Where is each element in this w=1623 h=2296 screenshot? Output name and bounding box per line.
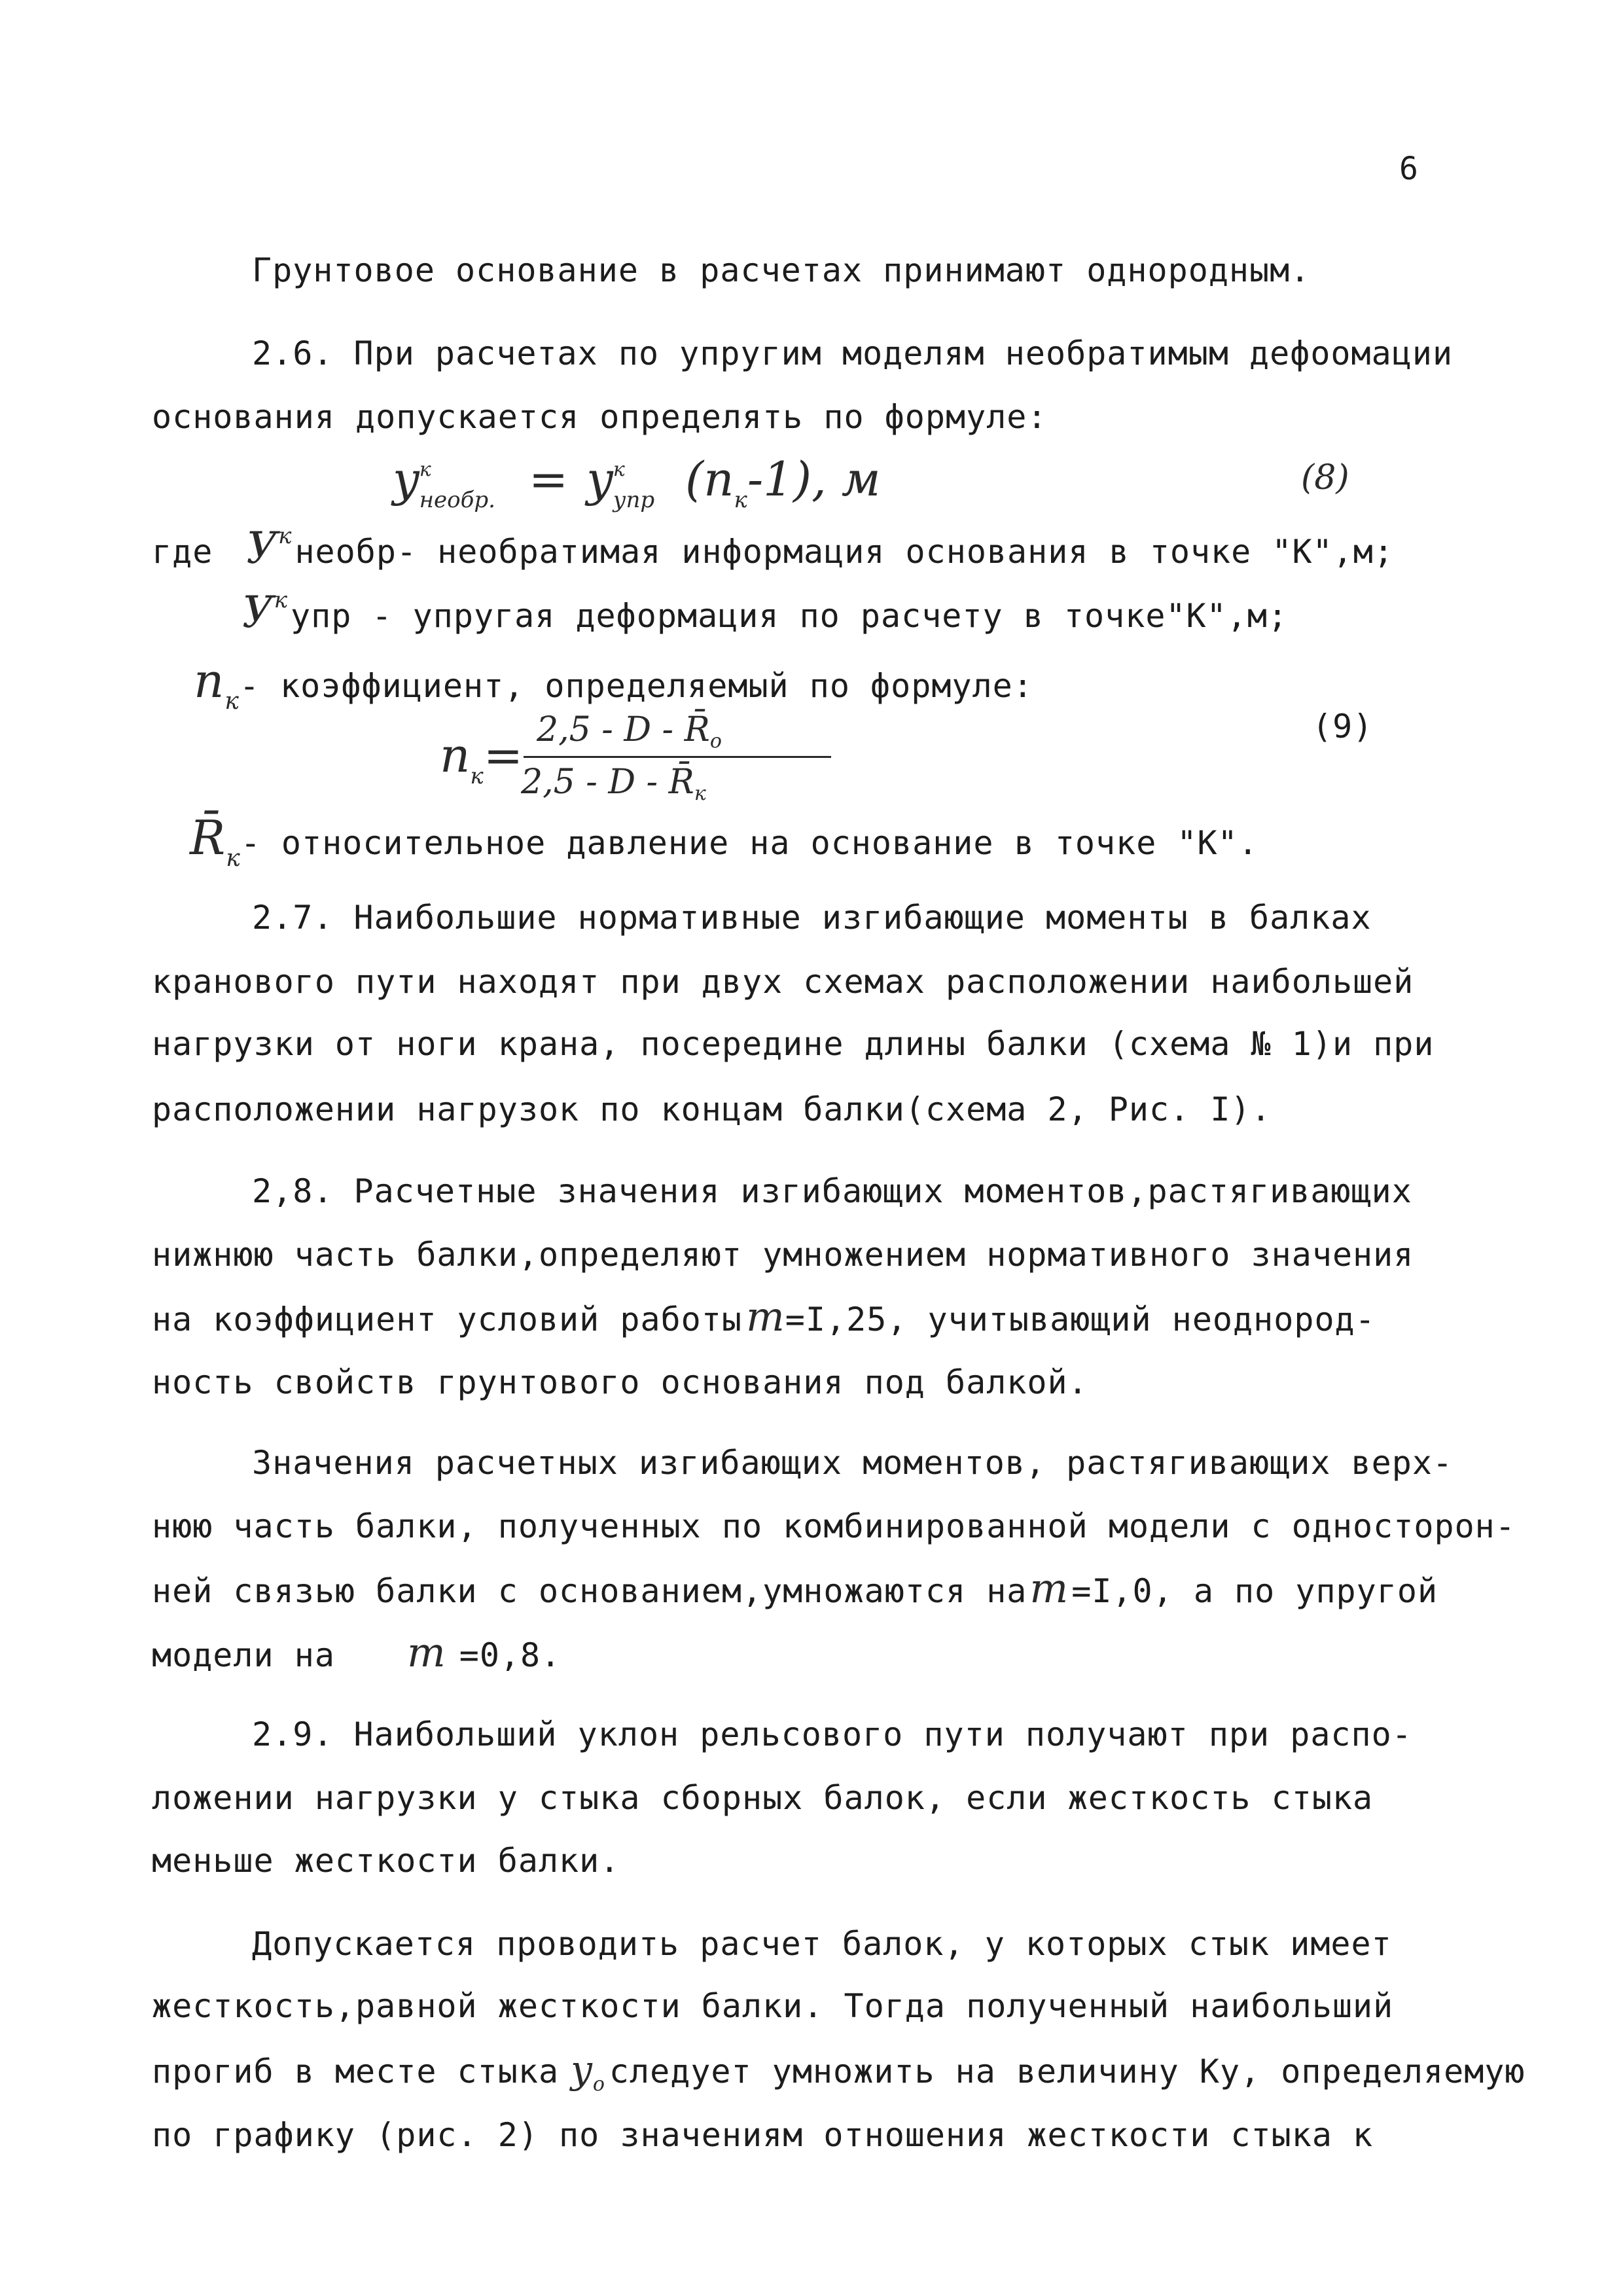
formula-8-lhs-sup: к: [419, 458, 431, 481]
formula-8-rhs-symbol: y: [586, 452, 613, 507]
formula-8-rhs-sup: к: [613, 458, 625, 481]
section-2-9-line-1: 2.9. Наибольший уклон рельсового пути получают при распо-: [252, 1715, 1412, 1753]
where-label: где: [152, 533, 213, 571]
formula-8-tail: (n: [685, 452, 734, 507]
formula-9-lhs: [440, 728, 524, 789]
formula-8-lhs-symbol: y: [393, 452, 419, 507]
section-2-9-line-3: меньше жесткости балки.: [152, 1842, 620, 1880]
where-4-sub: к: [226, 845, 241, 872]
where-2-text: упр - упругая деформация по расчету в точке"К",м;: [291, 597, 1289, 635]
formula-8-equals: =: [528, 452, 569, 507]
paragraph-2-9b-line-3: [152, 2047, 1525, 2096]
paragraph-2-8b-line-3-a: ней связью балки с основанием,умножаются на: [152, 1572, 1027, 1610]
section-2-7-line-2: кранового пути находят при двух схемах расположении наибольшей: [152, 963, 1414, 1001]
formula-9-numerator-text: 2,5 - D - R̄: [537, 710, 710, 749]
section-2-7-line-4: расположении нагрузок по концам балки(схема 2, Рис. I).: [152, 1090, 1272, 1128]
section-2-7-line-3: нагрузки от ноги крана, посередине длины балки (схема № 1)и при: [152, 1025, 1435, 1063]
paragraph-2-9b-line-2: жесткость,равной жесткости балки. Тогда полученный наибольший: [152, 1987, 1394, 2025]
paragraph-2-9b-line-4: по графику (рис. 2) по значениям отношения жесткости стыка к: [152, 2116, 1374, 2154]
where-1-symbol: У: [246, 523, 279, 573]
section-2-8-line-3-b: =I,25, учитывающий неоднород-: [785, 1300, 1376, 1338]
where-2-symbol: У: [242, 587, 274, 637]
formula-8: [393, 452, 881, 513]
y-symbol: y: [571, 2047, 593, 2092]
where-line-1: [152, 523, 1394, 575]
formula-8-rhs-sub: упр: [613, 487, 655, 513]
section-2-7-line-1: 2.7. Наибольшие нормативные изгибающие моменты в балках: [252, 899, 1372, 937]
paragraph-2-8b-line-1: Значения расчетных изгибающих моментов, растягивающих верх-: [252, 1444, 1454, 1482]
section-2-8-line-3: [152, 1293, 1376, 1340]
formula-9-denominator: [521, 762, 706, 805]
formula-9-equals: =: [483, 728, 524, 783]
m-symbol: m: [406, 1628, 446, 1676]
formula-9-lhs-symbol: n: [440, 728, 471, 783]
formula-8-tail-2: -1), м: [747, 452, 881, 507]
section-2-8-line-2: нижнюю часть балки,определяют умножением нормативного значения: [152, 1236, 1414, 1274]
fraction-bar: [524, 756, 831, 758]
m-symbol: m: [1029, 1564, 1069, 1612]
paragraph-2-9b-line-3-b: следует умножить на величину Ку, определяемую: [609, 2053, 1525, 2090]
formula-9-denominator-text: 2,5 - D - R̄: [521, 762, 694, 802]
section-2-9-line-2: ложении нагрузки у стыка сборных балок, если жесткость стыка: [152, 1779, 1374, 1817]
where-3-sub: к: [224, 688, 240, 715]
paragraph-2-9b-line-3-a: прогиб в месте стыка: [152, 2053, 560, 2090]
section-2-6-line-2: основания допускается определять по формуле:: [152, 398, 1048, 436]
where-1-sup: к: [278, 523, 293, 549]
section-2-8-line-4: ность свойств грунтового основания под балкой.: [152, 1363, 1088, 1401]
where-3-text: - коэффициент, определяемый по формуле:: [239, 667, 1033, 705]
paragraph-2-8b-line-3: [152, 1564, 1438, 1612]
formula-8-lhs-sub: необр.: [419, 487, 495, 513]
y-subscript: o: [592, 2073, 605, 2096]
formula-9-denominator-sub: к: [694, 782, 706, 805]
section-2-8-line-1: 2,8. Расчетные значения изгибающих моментов,растягивающих: [252, 1172, 1412, 1210]
where-line-4: [190, 810, 1258, 872]
formula-9-number: (9): [1312, 708, 1374, 745]
section-2-8-line-3-a: на коэффициент условий работы: [152, 1300, 742, 1338]
where-1-text: необр- необратимая информация основания в точке "К",м;: [294, 533, 1394, 571]
formula-9-numerator-sub: o: [709, 730, 722, 753]
paragraph-2-8b-line-4: [152, 1628, 562, 1676]
where-4-symbol: R̄: [190, 810, 226, 865]
formula-8-tail-sub: к: [734, 487, 747, 513]
paragraph-2-8b-line-3-b: =I,0, а по упругой: [1071, 1572, 1438, 1610]
m-symbol: m: [745, 1293, 785, 1340]
formula-8-number: (8): [1301, 458, 1349, 497]
paragraph-2-8b-line-4-a: модели на: [152, 1636, 335, 1674]
page-number: 6: [1399, 151, 1418, 187]
paragraph-2-8b-line-4-b: =0,8.: [459, 1636, 562, 1674]
where-3-symbol: n: [194, 653, 225, 708]
where-4-text: - относительное давление на основание в точке "К".: [240, 824, 1258, 862]
paragraph-2-8b-line-2: нюю часть балки, полученных по комбинированной модели с односторон-: [152, 1507, 1516, 1545]
paragraph-2-9b-line-1: Допускается проводить расчет балок, у которых стык имеет: [252, 1925, 1392, 1963]
where-2-sup: к: [274, 587, 289, 613]
paragraph-line: Грунтовое основание в расчетах принимают однородным.: [252, 251, 1311, 289]
where-line-3: [194, 653, 1033, 715]
section-2-6-line-1: 2.6. При расчетах по упругим моделям необратимым дефоомации: [252, 334, 1454, 372]
formula-9-lhs-sub: к: [470, 763, 484, 789]
where-line-2: [242, 587, 1289, 639]
formula-9-numerator: [537, 710, 722, 753]
